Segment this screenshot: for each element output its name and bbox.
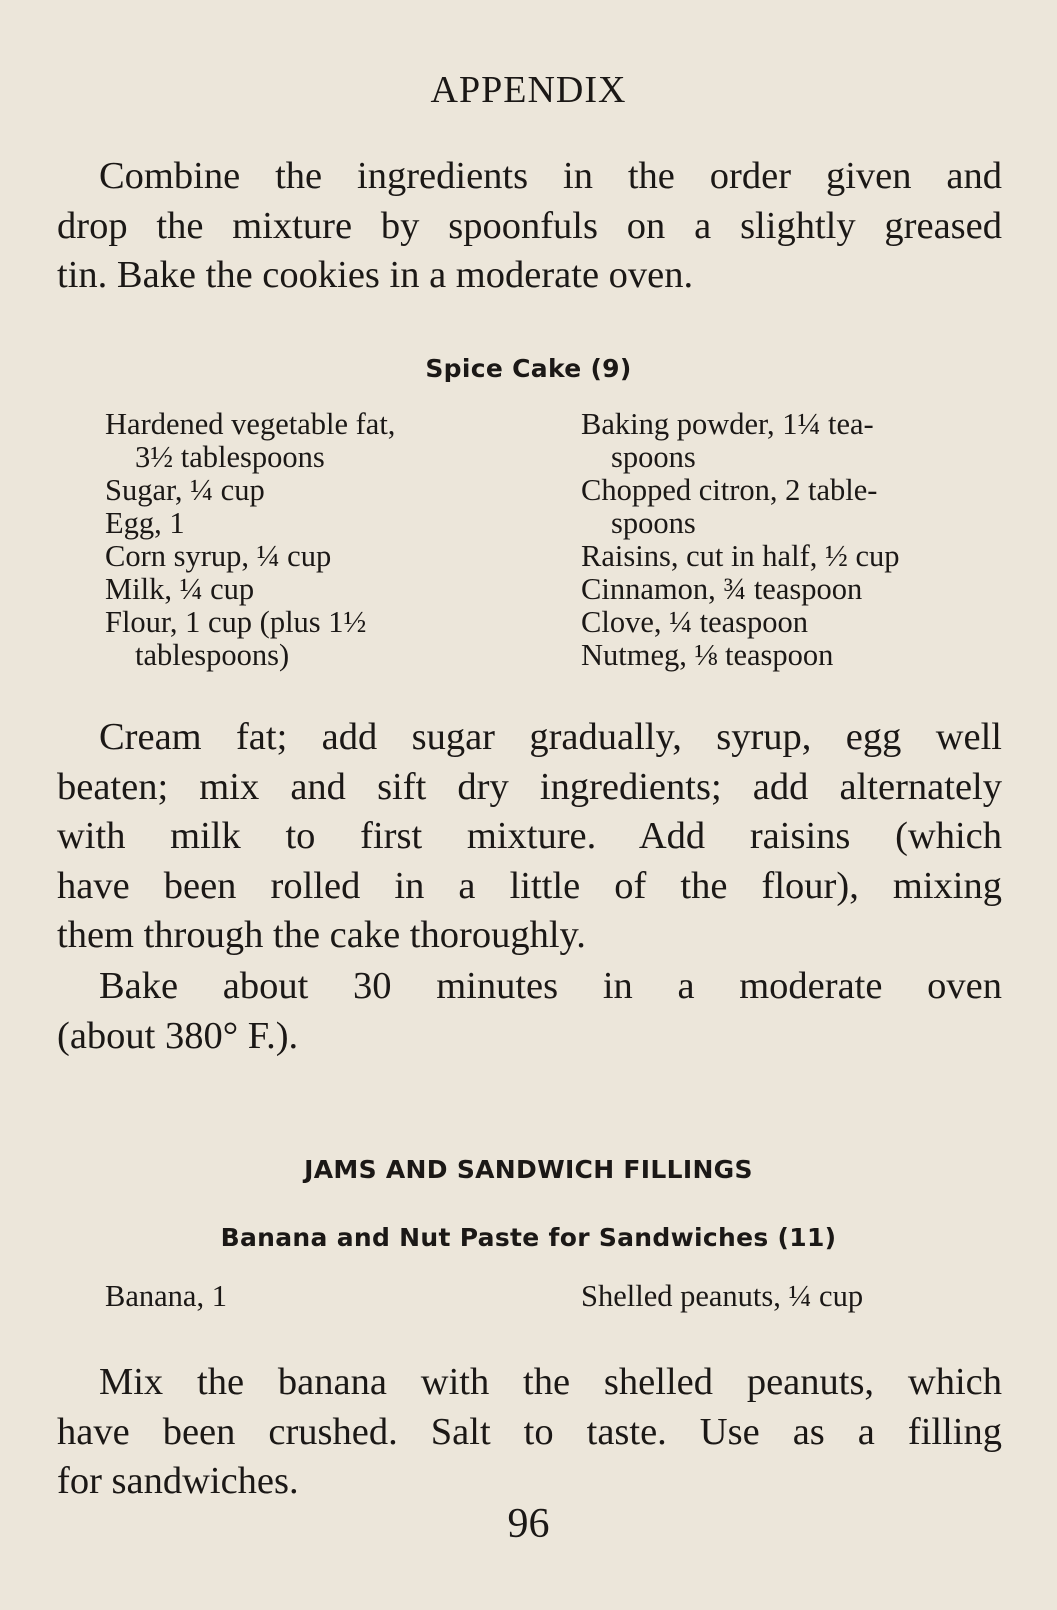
paragraph-line: with milk to first mixture. Add raisins (which	[57, 815, 1002, 857]
ingredient-line: Raisins, cut in half, ½ cup	[581, 539, 900, 573]
ingredient-line: spoons	[611, 506, 696, 540]
paragraph-line: Bake about 30 minutes in a moderate oven	[99, 965, 1002, 1007]
ingredients-right-column	[581, 408, 1001, 672]
spice-cake-ingredients	[105, 408, 1005, 678]
ingredients-left-column	[105, 408, 520, 672]
ingredient-line: Nutmeg, ⅛ teaspoon	[581, 638, 834, 672]
ingredient-line: Clove, ¼ teaspoon	[581, 605, 809, 639]
paragraph-line: drop the mixture by spoonfuls on a slightly greased	[57, 204, 1002, 247]
ingredient-line: Milk, ¼ cup	[105, 572, 255, 606]
ingredient-line: tablespoons)	[135, 638, 290, 672]
running-header: APPENDIX	[430, 69, 627, 111]
paragraph-line: them through the cake thoroughly.	[57, 914, 586, 956]
ingredient-line: Sugar, ¼ cup	[105, 473, 265, 507]
paragraph-line: (about 380° F.).	[57, 1014, 299, 1057]
recipe-title-banana-paste: Banana and Nut Paste for Sandwiches (11)	[220, 1223, 837, 1252]
spice-cake-bake	[57, 962, 1002, 1061]
ingredient-line: Flour, 1 cup (plus 1½	[105, 605, 367, 639]
spice-cake-method	[57, 713, 1002, 961]
section-heading: JAMS AND SANDWICH FILLINGS	[304, 1155, 753, 1184]
ingredient-line: Egg, 1	[105, 506, 185, 540]
ingredient-line: 3½ tablespoons	[135, 440, 325, 474]
ingredient-banana: Banana, 1	[105, 1279, 227, 1313]
paragraph-line: have been crushed. Salt to taste. Use as a filling	[57, 1410, 1002, 1453]
paragraph-line: for sandwiches.	[57, 1460, 299, 1502]
paragraph-line: Mix the banana with the shelled peanuts, which	[99, 1361, 1002, 1403]
ingredient-line: Corn syrup, ¼ cup	[105, 539, 332, 573]
recipe-title-spice-cake: Spice Cake (9)	[425, 354, 632, 383]
ingredient-line: Chopped citron, 2 table-	[581, 473, 878, 507]
paragraph-line: have been rolled in a little of the flour), mixing	[57, 864, 1002, 907]
page-number: 96	[507, 1501, 550, 1547]
paragraph-line: beaten; mix and sift dry ingredients; add alternately	[57, 765, 1002, 808]
intro-paragraph	[57, 152, 1002, 301]
paragraph-line: Combine the ingredients in the order given and	[99, 155, 1002, 197]
ingredient-peanuts: Shelled peanuts, ¼ cup	[581, 1279, 864, 1313]
banana-paste-method	[57, 1358, 1002, 1507]
ingredient-line: Baking powder, 1¼ tea-	[581, 407, 874, 441]
ingredient-line: Cinnamon, ¾ teaspoon	[581, 572, 863, 606]
ingredient-line: Hardened vegetable fat,	[105, 407, 396, 441]
ingredient-line: spoons	[611, 440, 696, 474]
paragraph-line: tin. Bake the cookies in a moderate oven.	[57, 254, 694, 296]
paragraph-line: Cream fat; add sugar gradually, syrup, egg well	[99, 716, 1002, 758]
